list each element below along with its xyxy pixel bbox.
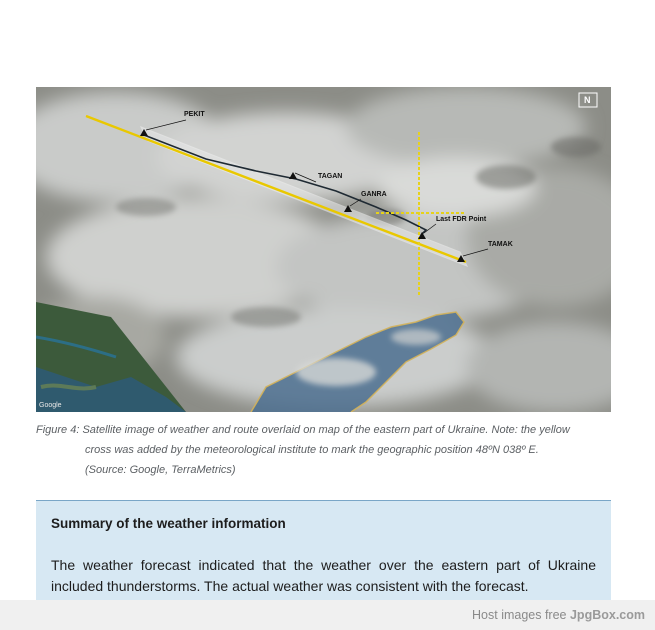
image-host-footer (0, 600, 655, 630)
north-arrow-icon: N (584, 95, 591, 105)
caption-line-2: cross was added by the meteorological institute to mark the geographic position 48ºN 038º E. (85, 444, 539, 456)
footer-credit[interactable] (472, 608, 645, 622)
google-attribution: Google (39, 402, 62, 409)
satellite-weather-map (36, 87, 611, 412)
caption-line-3: (Source: Google, TerraMetrics) (85, 464, 236, 476)
figure-caption (36, 420, 611, 480)
waypoint-label-tagan: TAGAN (318, 173, 343, 180)
last-fdr-point-label: Last FDR Point (436, 216, 487, 223)
caption-line-1: Figure 4: Satellite image of weather and route overlaid on map of the eastern part of Ukraine. Note: the yellow (36, 424, 570, 436)
summary-body: The weather forecast indicated that the weather over the eastern part of Ukraine included thunderstorms. The actual weather was consistent with the forecast. (51, 557, 596, 594)
waypoint-label-ganra: GANRA (361, 191, 387, 198)
waypoint-label-pekit: PEKIT (184, 111, 205, 118)
summary-title: Summary of the weather information (51, 516, 286, 531)
footer-prefix: Host images free (472, 608, 567, 622)
footer-brand-link[interactable]: JpgBox.com (569, 608, 645, 622)
waypoint-label-tamak: TAMAK (488, 241, 513, 248)
weather-summary-box (36, 500, 611, 611)
